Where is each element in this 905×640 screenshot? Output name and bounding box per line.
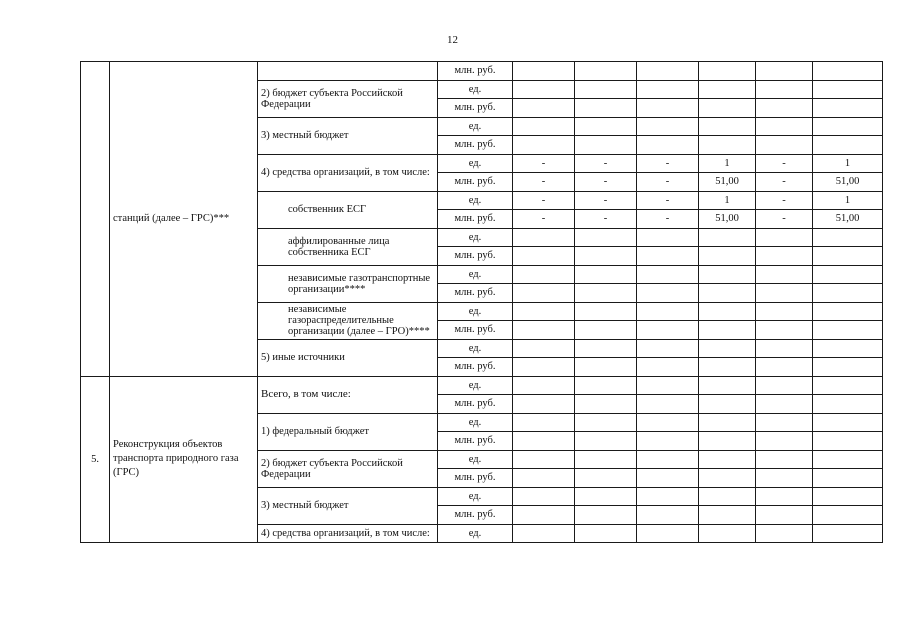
value-cell: - <box>756 191 813 210</box>
value-cell <box>699 228 756 247</box>
section-number <box>81 62 110 377</box>
value-cell: - <box>513 210 575 229</box>
unit-cell: млн. руб. <box>438 321 513 340</box>
unit-cell: ед. <box>438 117 513 136</box>
value-cell <box>813 80 883 99</box>
table-row <box>81 376 883 395</box>
unit-cell: ед. <box>438 154 513 173</box>
value-cell <box>756 432 813 451</box>
value-cell <box>756 80 813 99</box>
value-cell <box>756 358 813 377</box>
value-cell: 51,00 <box>699 210 756 229</box>
value-cell: - <box>575 173 637 192</box>
value-cell <box>813 450 883 469</box>
value-cell <box>513 487 575 506</box>
unit-cell: млн. руб. <box>438 358 513 377</box>
value-cell <box>699 358 756 377</box>
unit-cell: ед. <box>438 524 513 543</box>
value-cell <box>813 321 883 340</box>
value-cell <box>513 358 575 377</box>
value-cell <box>699 136 756 155</box>
unit-cell: ед. <box>438 376 513 395</box>
value-cell <box>513 62 575 81</box>
value-cell <box>637 99 699 118</box>
funding-source: 3) местный бюджет <box>258 487 438 524</box>
value-cell <box>575 228 637 247</box>
unit-cell: млн. руб. <box>438 210 513 229</box>
value-cell <box>637 228 699 247</box>
value-cell <box>575 247 637 266</box>
unit-cell: млн. руб. <box>438 284 513 303</box>
value-cell <box>637 117 699 136</box>
value-cell <box>699 395 756 414</box>
value-cell <box>575 376 637 395</box>
value-cell: - <box>756 210 813 229</box>
value-cell: 51,00 <box>813 210 883 229</box>
value-cell <box>513 450 575 469</box>
funding-source: 5) иные источники <box>258 339 438 376</box>
unit-cell: ед. <box>438 302 513 321</box>
value-cell <box>813 62 883 81</box>
unit-cell: ед. <box>438 228 513 247</box>
value-cell <box>813 339 883 358</box>
value-cell <box>756 506 813 525</box>
unit-cell: ед. <box>438 450 513 469</box>
value-cell <box>756 450 813 469</box>
value-cell <box>513 339 575 358</box>
unit-cell: ед. <box>438 487 513 506</box>
value-cell <box>756 302 813 321</box>
unit-cell: ед. <box>438 191 513 210</box>
value-cell <box>813 247 883 266</box>
value-cell <box>575 487 637 506</box>
unit-cell: млн. руб. <box>438 136 513 155</box>
unit-cell: млн. руб. <box>438 173 513 192</box>
value-cell <box>575 432 637 451</box>
value-cell <box>637 339 699 358</box>
funding-source: аффилированные лица собственника ЕСГ <box>258 228 438 265</box>
value-cell <box>699 469 756 488</box>
funding-source: 3) местный бюджет <box>258 117 438 154</box>
value-cell: - <box>575 191 637 210</box>
value-cell <box>575 302 637 321</box>
value-cell <box>756 339 813 358</box>
value-cell <box>699 117 756 136</box>
value-cell <box>513 136 575 155</box>
value-cell <box>637 321 699 340</box>
value-cell <box>756 321 813 340</box>
value-cell <box>756 376 813 395</box>
value-cell <box>513 117 575 136</box>
value-cell <box>699 413 756 432</box>
value-cell <box>813 395 883 414</box>
value-cell <box>813 432 883 451</box>
funding-source: независимые газотранспортные организации**** <box>258 265 438 302</box>
value-cell: - <box>756 154 813 173</box>
unit-cell: млн. руб. <box>438 395 513 414</box>
value-cell: - <box>513 191 575 210</box>
value-cell <box>637 136 699 155</box>
value-cell <box>637 450 699 469</box>
value-cell <box>813 228 883 247</box>
unit-cell: ед. <box>438 80 513 99</box>
value-cell: 1 <box>699 154 756 173</box>
value-cell <box>575 469 637 488</box>
value-cell <box>813 469 883 488</box>
value-cell: 1 <box>813 191 883 210</box>
section-name: Реконструкция объектов транспорта природного газа (ГРС) <box>110 376 258 543</box>
value-cell <box>637 432 699 451</box>
unit-cell: млн. руб. <box>438 469 513 488</box>
value-cell <box>813 284 883 303</box>
value-cell <box>699 376 756 395</box>
value-cell <box>513 247 575 266</box>
value-cell <box>513 321 575 340</box>
value-cell <box>637 80 699 99</box>
value-cell <box>513 395 575 414</box>
value-cell <box>756 247 813 266</box>
value-cell <box>756 62 813 81</box>
value-cell <box>575 136 637 155</box>
value-cell: 1 <box>813 154 883 173</box>
value-cell <box>513 469 575 488</box>
value-cell <box>637 302 699 321</box>
value-cell <box>575 80 637 99</box>
funding-source <box>258 62 438 81</box>
value-cell <box>513 302 575 321</box>
value-cell <box>637 413 699 432</box>
unit-cell: ед. <box>438 339 513 358</box>
funding-source: собственник ЕСГ <box>258 191 438 228</box>
value-cell <box>756 469 813 488</box>
unit-cell: млн. руб. <box>438 506 513 525</box>
value-cell <box>637 62 699 81</box>
funding-source: 1) федеральный бюджет <box>258 413 438 450</box>
value-cell <box>699 506 756 525</box>
value-cell <box>513 228 575 247</box>
value-cell <box>637 358 699 377</box>
value-cell: - <box>575 154 637 173</box>
value-cell <box>637 487 699 506</box>
funding-source: независимые газораспределительные организации (далее – ГРО)**** <box>258 302 438 339</box>
value-cell <box>575 284 637 303</box>
value-cell <box>699 99 756 118</box>
value-cell <box>513 432 575 451</box>
value-cell: - <box>637 173 699 192</box>
value-cell <box>699 247 756 266</box>
value-cell <box>699 432 756 451</box>
value-cell <box>575 265 637 284</box>
value-cell <box>575 506 637 525</box>
value-cell <box>637 524 699 543</box>
value-cell <box>575 358 637 377</box>
value-cell <box>813 413 883 432</box>
value-cell <box>756 136 813 155</box>
value-cell <box>813 136 883 155</box>
value-cell: 51,00 <box>813 173 883 192</box>
value-cell: - <box>513 173 575 192</box>
value-cell <box>756 99 813 118</box>
value-cell <box>575 450 637 469</box>
value-cell: 1 <box>699 191 756 210</box>
value-cell <box>813 487 883 506</box>
value-cell <box>756 395 813 414</box>
value-cell <box>575 321 637 340</box>
value-cell <box>699 62 756 81</box>
funding-source: Всего, в том числе: <box>258 376 438 413</box>
investment-table <box>80 61 883 543</box>
value-cell <box>513 265 575 284</box>
value-cell: - <box>575 210 637 229</box>
value-cell <box>575 62 637 81</box>
value-cell <box>575 117 637 136</box>
value-cell: - <box>513 154 575 173</box>
value-cell <box>575 99 637 118</box>
unit-cell: ед. <box>438 413 513 432</box>
value-cell <box>699 321 756 340</box>
value-cell <box>813 302 883 321</box>
value-cell <box>637 395 699 414</box>
value-cell <box>699 302 756 321</box>
value-cell <box>637 247 699 266</box>
value-cell <box>813 265 883 284</box>
value-cell <box>513 376 575 395</box>
unit-cell: млн. руб. <box>438 62 513 81</box>
section-name: станций (далее – ГРС)*** <box>110 62 258 377</box>
value-cell: - <box>756 173 813 192</box>
funding-source: 4) средства организаций, в том числе: <box>258 154 438 191</box>
funding-source: 2) бюджет субъекта Российской Федерации <box>258 80 438 117</box>
table-row <box>81 62 883 81</box>
value-cell <box>756 228 813 247</box>
value-cell <box>637 376 699 395</box>
value-cell <box>513 524 575 543</box>
value-cell <box>513 80 575 99</box>
unit-cell: ед. <box>438 265 513 284</box>
value-cell <box>813 99 883 118</box>
unit-cell: млн. руб. <box>438 432 513 451</box>
funding-source: 2) бюджет субъекта Российской Федерации <box>258 450 438 487</box>
value-cell: - <box>637 210 699 229</box>
value-cell <box>813 117 883 136</box>
value-cell <box>756 265 813 284</box>
value-cell: - <box>637 154 699 173</box>
value-cell <box>637 469 699 488</box>
value-cell <box>513 506 575 525</box>
value-cell <box>513 413 575 432</box>
value-cell <box>813 376 883 395</box>
value-cell <box>637 506 699 525</box>
value-cell <box>813 506 883 525</box>
value-cell <box>513 284 575 303</box>
value-cell <box>756 117 813 136</box>
value-cell <box>813 358 883 377</box>
value-cell <box>756 524 813 543</box>
section-number: 5. <box>81 376 110 543</box>
value-cell <box>513 99 575 118</box>
value-cell <box>637 265 699 284</box>
value-cell <box>756 413 813 432</box>
value-cell <box>756 284 813 303</box>
value-cell: - <box>637 191 699 210</box>
unit-cell: млн. руб. <box>438 247 513 266</box>
value-cell <box>756 487 813 506</box>
value-cell <box>575 395 637 414</box>
value-cell <box>699 450 756 469</box>
value-cell <box>575 339 637 358</box>
value-cell <box>813 524 883 543</box>
funding-source: 4) средства организаций, в том числе: <box>258 524 438 543</box>
page-number: 12 <box>447 34 458 46</box>
value-cell <box>637 284 699 303</box>
value-cell <box>699 284 756 303</box>
value-cell <box>699 265 756 284</box>
value-cell <box>699 339 756 358</box>
value-cell <box>575 413 637 432</box>
value-cell <box>699 487 756 506</box>
value-cell <box>699 80 756 99</box>
value-cell <box>575 524 637 543</box>
unit-cell: млн. руб. <box>438 99 513 118</box>
value-cell: 51,00 <box>699 173 756 192</box>
value-cell <box>699 524 756 543</box>
